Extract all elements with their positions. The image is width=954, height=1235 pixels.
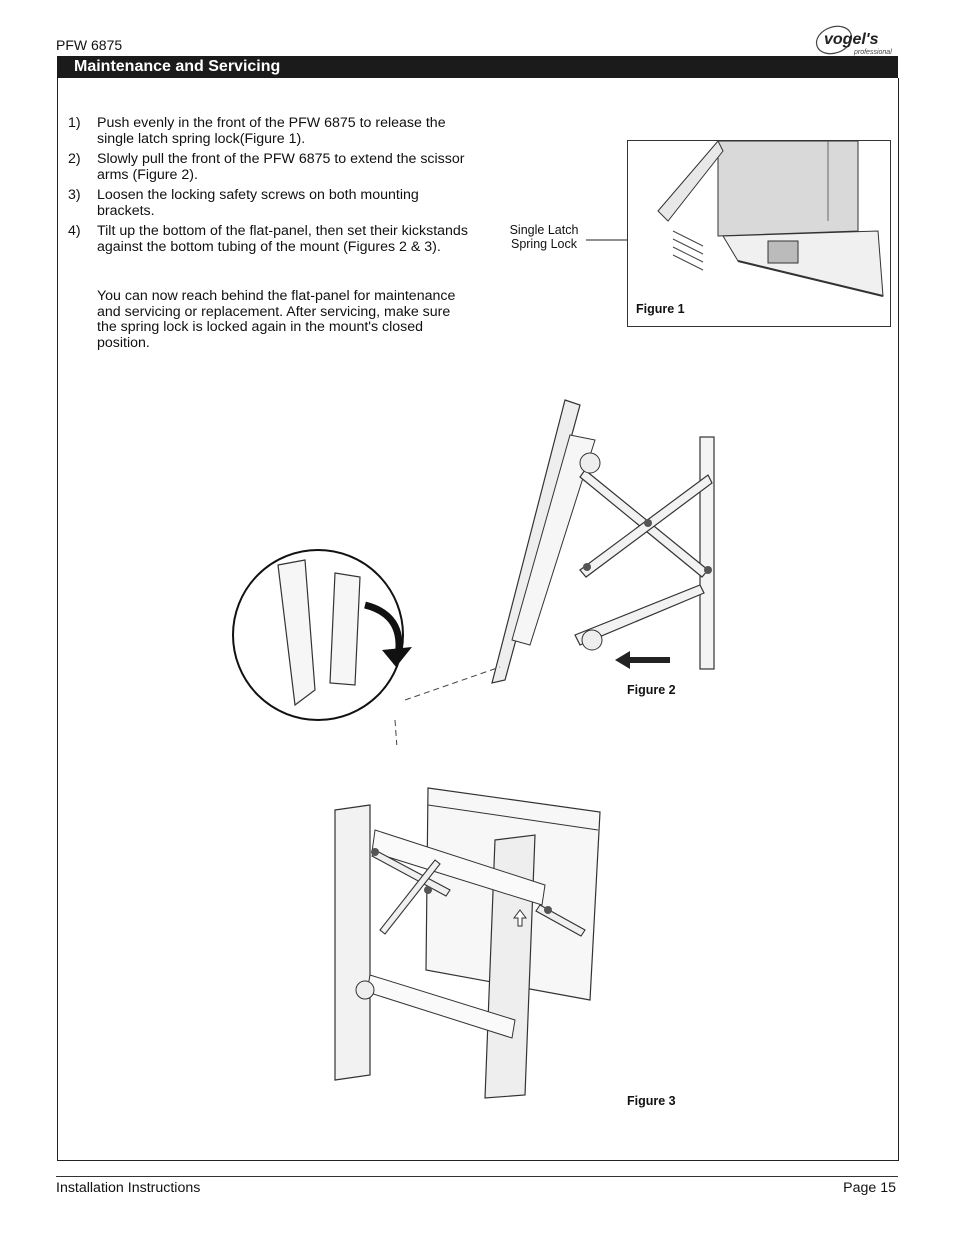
- step-text: Tilt up the bottom of the flat-panel, then set their kickstands against the bottom tubing of the mount (Figures 2 & 3).: [97, 223, 468, 255]
- figure-2-label: Figure 2: [627, 683, 676, 697]
- step-text: Loosen the locking safety screws on both mounting brackets.: [97, 187, 419, 219]
- step-item: [68, 224, 468, 255]
- step-number: 1): [68, 115, 81, 131]
- section-title: Maintenance and Servicing: [74, 58, 281, 75]
- vogels-logo: [812, 22, 902, 58]
- model-number: PFW 6875: [56, 37, 123, 53]
- logo-subtext: professional: [854, 49, 892, 56]
- spring-lock-illustration: [628, 141, 890, 326]
- spring-lock-callout: Single Latch Spring Lock: [509, 223, 579, 251]
- logo-text: vogel's: [824, 31, 879, 48]
- figure-1-box: [627, 140, 891, 327]
- figure-3-illustration: [320, 780, 610, 1100]
- footer-divider: [56, 1176, 898, 1177]
- section-header: [57, 56, 898, 78]
- step-item: [68, 188, 468, 219]
- step-text: Push evenly in the front of the PFW 6875 to release the single latch spring lock(Figure 1).: [97, 115, 446, 147]
- step-item: [68, 116, 468, 147]
- page-number: Page 15: [843, 1180, 896, 1196]
- step-number: 2): [68, 151, 81, 167]
- step-number: 3): [68, 187, 81, 203]
- step-item: [68, 152, 468, 183]
- figure-1-label: Figure 1: [636, 302, 685, 316]
- figure-3-label: Figure 3: [627, 1094, 676, 1108]
- servicing-note: You can now reach behind the flat-panel for maintenance and servicing or replacement. After servicing, make sure the spring lock is locked again in the mount's closed position.: [97, 288, 456, 351]
- step-number: 4): [68, 223, 81, 239]
- step-text: Slowly pull the front of the PFW 6875 to extend the scissor arms (Figure 2).: [97, 151, 465, 183]
- instruction-steps: [68, 116, 468, 260]
- footer-doc-title: Installation Instructions: [56, 1180, 201, 1196]
